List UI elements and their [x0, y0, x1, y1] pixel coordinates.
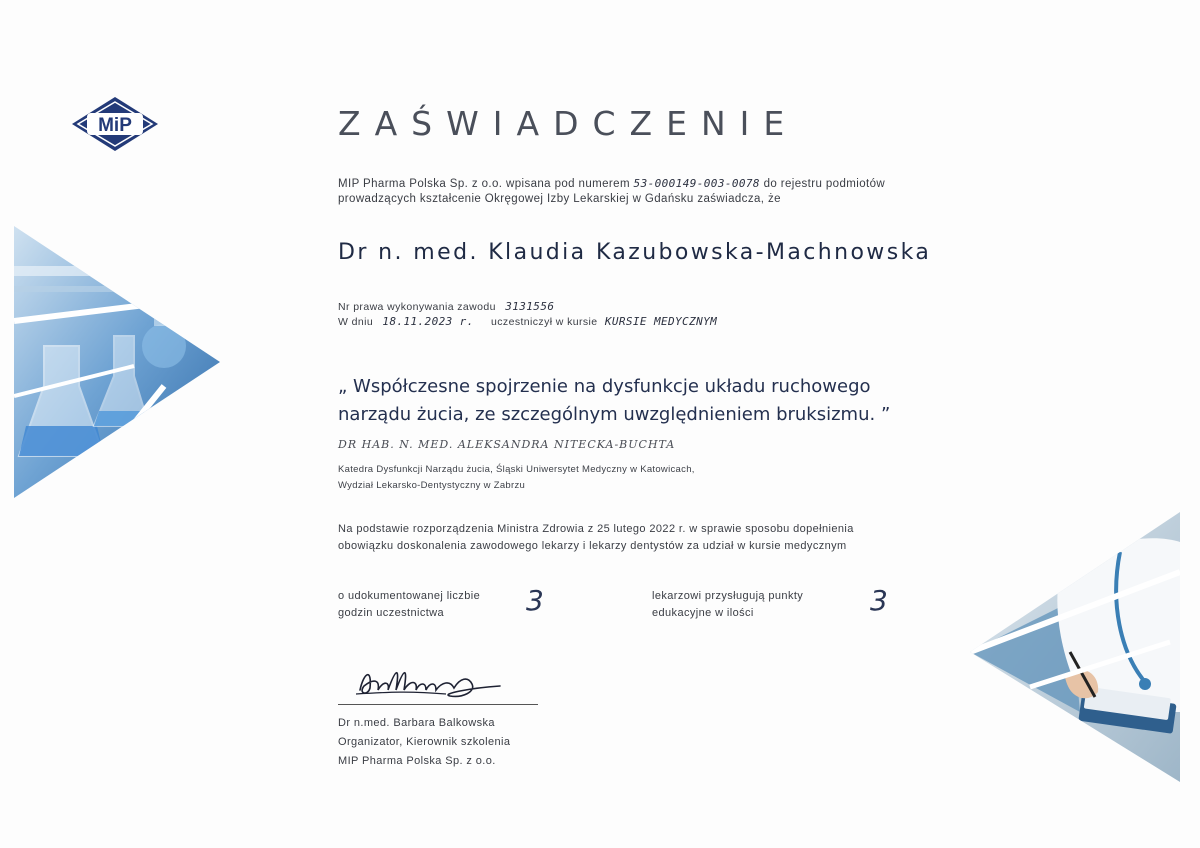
hours-label-line-1: o udokumentowanej liczbie	[338, 590, 481, 602]
license-number: 3131556	[505, 300, 555, 313]
affiliation-line-1: Katedra Dysfunkcji Narządu żucia, Śląski Uniwersytet Medyczny w Katowicach,	[338, 464, 695, 475]
date-label: W dniu	[338, 316, 374, 328]
regulation-line-2: obowiązku doskonalenia zawodowego lekarzy i lekarzy dentystów za udział w kursie medycznym	[338, 540, 847, 552]
course-type: KURSIE MEDYCZNYM	[604, 315, 718, 328]
signatory-block	[338, 714, 510, 771]
date-value: 18.11.2023 r.	[382, 315, 474, 328]
logo-text: MiP	[98, 115, 132, 136]
intro-prefix: MIP Pharma Polska Sp. z o.o. wpisana pod numerem	[338, 178, 630, 190]
laboratory-glassware-triangle-icon	[14, 226, 220, 498]
hours-label	[338, 588, 480, 622]
date-line	[338, 313, 717, 331]
mip-logo	[70, 95, 160, 153]
page-title: ZAŚWIADCZENIE	[338, 104, 799, 143]
points-label	[652, 588, 803, 622]
regulation-text	[338, 521, 854, 555]
lecturer-name: DR HAB. N. MED. ALEKSANDRA NITECKA-BUCHTA	[338, 438, 676, 451]
signatory-name: Dr n.med. Barbara Balkowska	[338, 717, 495, 729]
signatory-role: Organizator, Kierownik szkolenia	[338, 736, 511, 748]
license-label: Nr prawa wykonywania zawodu	[338, 301, 496, 313]
points-label-line-2: edukacyjne w ilości	[652, 607, 754, 619]
participation-label: uczestniczył w kursie	[491, 316, 598, 328]
points-label-line-1: lekarzowi przysługują punkty	[652, 590, 804, 602]
recipient-name: Dr n. med. Klaudia Kazubowska-Machnowska	[338, 240, 932, 265]
register-number: 53-000149-003-0078	[633, 177, 760, 190]
intro-line-2: prowadzących kształcenie Okręgowej Izby Lekarskiej w Gdańsku zaświadcza, że	[338, 193, 781, 205]
signatory-company: MIP Pharma Polska Sp. z o.o.	[338, 755, 496, 767]
course-title-line-2: narządu żucia, ze szczególnym uwzględnieniem bruksizmu. ”	[338, 404, 891, 425]
lecturer-affiliation	[338, 462, 695, 494]
intro-suffix: do rejestru podmiotów	[763, 178, 886, 190]
course-title-line-1: „ Współczesne spojrzenie na dysfunkcje układu ruchowego	[338, 376, 871, 397]
points-value: 3	[870, 584, 888, 617]
signature-icon	[350, 658, 510, 702]
hours-value: 3	[526, 584, 544, 617]
regulation-line-1: Na podstawie rozporządzenia Ministra Zdrowia z 25 lutego 2022 r. w sprawie sposobu dopełnienia	[338, 523, 854, 535]
hours-label-line-2: godzin uczestnictwa	[338, 607, 445, 619]
affiliation-line-2: Wydział Lekarsko-Dentystyczny w Zabrzu	[338, 480, 526, 491]
doctor-writing-triangle-icon	[970, 512, 1180, 782]
course-title	[338, 373, 890, 429]
signature-line	[338, 704, 538, 705]
